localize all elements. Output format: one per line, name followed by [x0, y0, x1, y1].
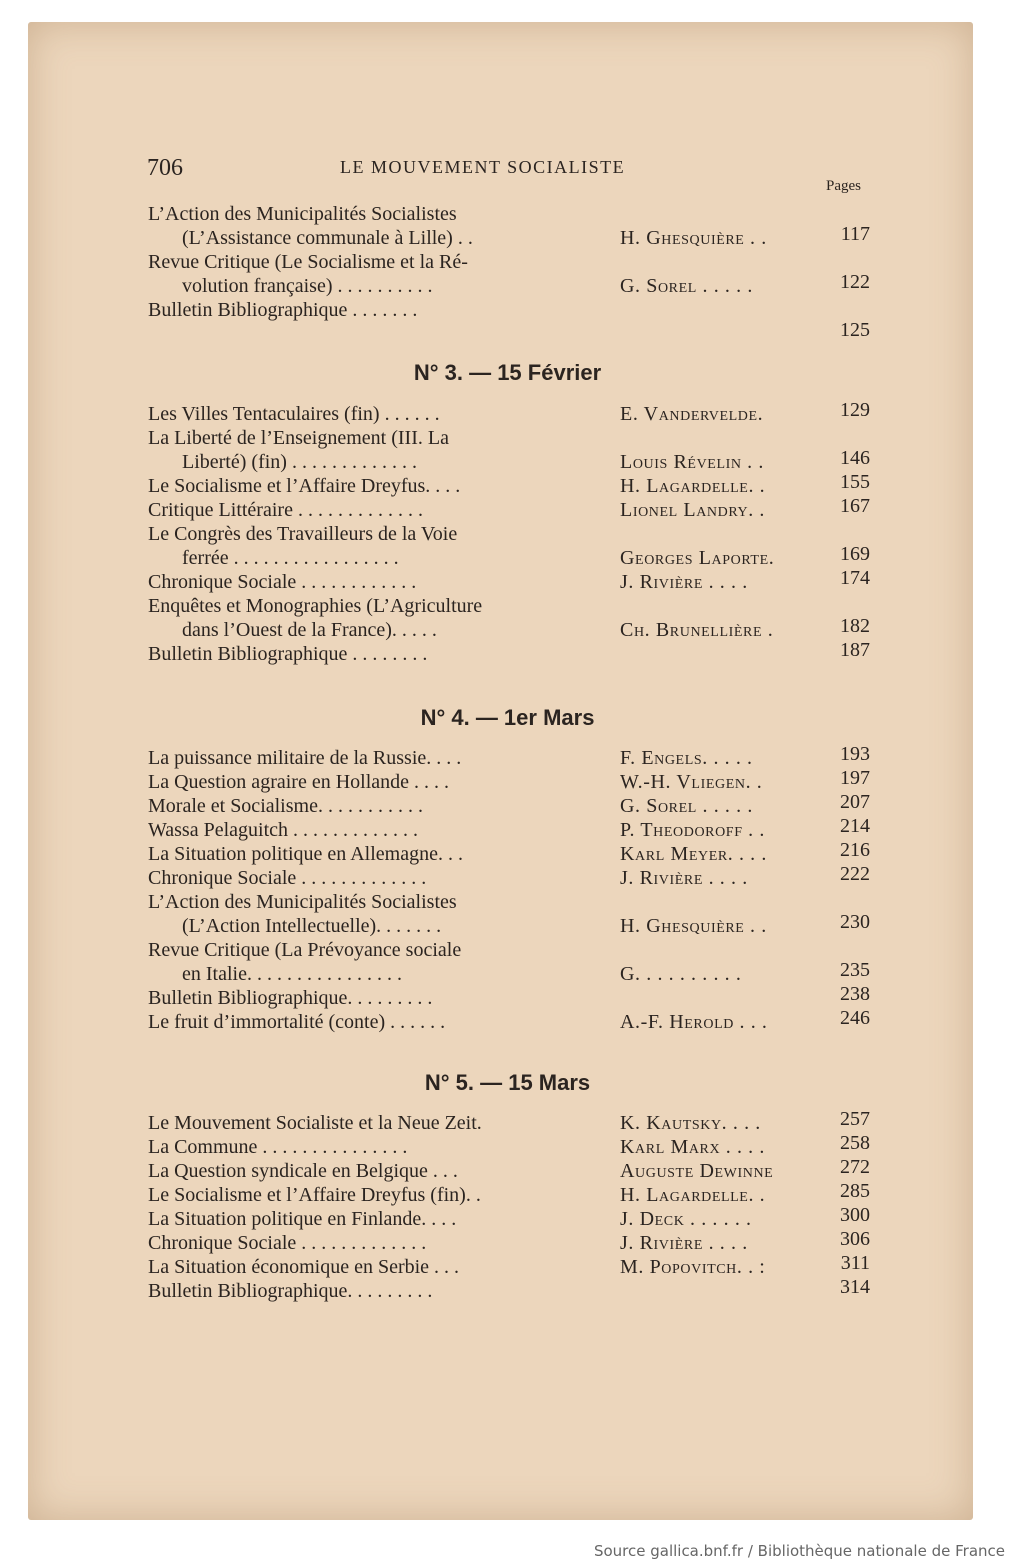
entry-page: 238 [840, 983, 870, 1005]
entry-author: G. Sorel . . . . . [620, 795, 753, 817]
running-title: LE MOUVEMENT SOCIALISTE [340, 157, 626, 177]
entry-author: W.-H. Vliegen. . [620, 771, 763, 793]
toc-entry [0, 399, 1015, 429]
entry-author: Karl Meyer. . . . [620, 843, 767, 865]
entry-author: Karl Marx . . . . [620, 1136, 765, 1158]
entry-author: J. Rivière . . . . [620, 1232, 748, 1254]
entry-page: 285 [840, 1180, 870, 1202]
entry-page: 222 [840, 863, 870, 885]
entry-author: Auguste Dewinne [620, 1160, 774, 1182]
entry-title: Le Socialisme et l’Affaire Dreyfus. . . . [148, 475, 461, 497]
entry-author: Louis Révelin . . [620, 451, 764, 473]
entry-page: 306 [840, 1228, 870, 1250]
entry-title: La Question syndicale en Belgique . . . [148, 1160, 458, 1182]
entry-title: Wassa Pelaguitch . . . . . . . . . . . . . [148, 819, 419, 841]
entry-title: Chronique Sociale . . . . . . . . . . . . . [148, 1232, 427, 1254]
entry-author: G. Sorel . . . . . [620, 275, 753, 297]
entry-title-line-2: volution française) . . . . . . . . . . [182, 275, 433, 297]
entry-title-line-1: L’Action des Municipalités Socialistes [148, 891, 457, 913]
toc-entry [0, 567, 1015, 597]
entry-title-line-1: Revue Critique (La Prévoyance sociale [148, 939, 462, 961]
entry-author: M. Popovitch. . : [620, 1256, 766, 1278]
entry-author: A.-F. Herold . . . [620, 1011, 768, 1033]
toc-entry [0, 203, 1015, 249]
entry-author: P. Theodoroff . . [620, 819, 765, 841]
entry-page: 193 [840, 743, 870, 765]
entry-page: 122 [840, 271, 870, 293]
entry-page: 216 [840, 839, 870, 861]
entry-page: 117 [840, 223, 870, 245]
entry-title: Bulletin Bibliographique . . . . . . . . [148, 643, 428, 665]
entry-title-line-2: (L’Assistance communale à Lille) . . [182, 227, 473, 249]
section-heading: N° 5. — 15 Mars [424, 1070, 591, 1095]
entry-title-line-1: Le Congrès des Travailleurs de la Voie [148, 523, 458, 545]
entry-author: G. . . . . . . . . . [620, 963, 742, 985]
entry-title: Le fruit d’immortalité (conte) . . . . . . [148, 1011, 446, 1033]
page-number: 706 [147, 155, 183, 181]
entry-title-line-1: Revue Critique (Le Socialisme et la Ré- [148, 251, 468, 273]
entry-title-line-1: Bulletin Bibliographique . . . . . . . [148, 299, 418, 321]
entry-page: 174 [840, 567, 870, 589]
entry-author: H. Lagardelle. . [620, 1184, 766, 1206]
entry-title: La Situation politique en Allemagne. . . [148, 843, 463, 865]
entry-page: 182 [840, 615, 870, 637]
entry-author: Lionel Landry. . [620, 499, 766, 521]
toc-entry [0, 939, 1015, 985]
entry-title: Le Mouvement Socialiste et la Neue Zeit. [148, 1112, 482, 1134]
entry-title: La puissance militaire de la Russie. . . . [148, 747, 462, 769]
toc-entry [0, 1007, 1015, 1037]
entry-page: 214 [840, 815, 870, 837]
entry-page: 197 [840, 767, 870, 789]
entry-title: La Question agraire en Hollande . . . . [148, 771, 450, 793]
entry-page: 155 [840, 471, 870, 493]
toc-entry [0, 863, 1015, 893]
entry-title: Le Socialisme et l’Affaire Dreyfus (fin). . [148, 1184, 481, 1206]
entry-title-line-2: ferrée . . . . . . . . . . . . . . . . . [182, 547, 399, 569]
source-credit: Source gallica.bnf.fr / Bibliothèque nationale de France [593, 1542, 1005, 1560]
entry-title: Bulletin Bibliographique. . . . . . . . . [148, 987, 433, 1009]
toc-entry [0, 523, 1015, 569]
entry-author: H. Ghesquière . . [620, 227, 767, 249]
entry-page: 167 [840, 495, 870, 517]
entry-author: J. Deck . . . . . . [620, 1208, 752, 1230]
entry-title-line-1: La Liberté de l’Enseignement (III. La [148, 427, 449, 449]
entry-page: 246 [840, 1007, 870, 1029]
entry-title: La Commune . . . . . . . . . . . . . . . [148, 1136, 408, 1158]
entry-title-line-2: (L’Action Intellectuelle). . . . . . . [182, 915, 442, 937]
entry-page: 311 [840, 1252, 870, 1274]
entry-title: Chronique Sociale . . . . . . . . . . . . . [148, 867, 427, 889]
entry-page: 129 [840, 399, 870, 421]
entry-title: Chronique Sociale . . . . . . . . . . . . [148, 571, 417, 593]
entry-page: 235 [840, 959, 870, 981]
entry-title-line-1: Enquêtes et Monographies (L’Agriculture [148, 595, 483, 617]
entry-title-line-2: dans l’Ouest de la France). . . . . [182, 619, 437, 641]
entry-page: 125 [840, 319, 870, 341]
toc-entry [0, 639, 1015, 669]
toc-entry [0, 891, 1015, 937]
section-heading: N° 4. — 1er Mars [420, 705, 595, 730]
entry-author: J. Rivière . . . . [620, 867, 748, 889]
entry-page: 257 [840, 1108, 870, 1130]
entry-author: K. Kautsky. . . . [620, 1112, 761, 1134]
entry-title: La Situation politique en Finlande. . . . [148, 1208, 457, 1230]
entry-page: 258 [840, 1132, 870, 1154]
entry-title: Critique Littéraire . . . . . . . . . . . . . [148, 499, 423, 521]
entry-author: Ch. Brunellière . [620, 619, 774, 641]
entry-author: F. Engels. . . . . [620, 747, 753, 769]
entry-author: J. Rivière . . . . [620, 571, 748, 593]
entry-title: Morale et Socialisme. . . . . . . . . . . [148, 795, 423, 817]
entry-title-line-2: Liberté) (fin) . . . . . . . . . . . . . [182, 451, 417, 473]
entry-title: La Situation économique en Serbie . . . [148, 1256, 460, 1278]
toc-entry [0, 251, 1015, 297]
entry-page: 314 [840, 1276, 870, 1298]
entry-page: 146 [840, 447, 870, 469]
toc-entry [0, 1276, 1015, 1306]
page-header [0, 155, 1015, 185]
entry-page: 272 [840, 1156, 870, 1178]
pages-column-label: Pages [826, 178, 861, 194]
entry-author: Georges Laporte. [620, 547, 775, 569]
entry-page: 169 [840, 543, 870, 565]
entry-author: E. Vandervelde. [620, 403, 764, 425]
toc-entry [0, 299, 1015, 341]
entry-author: H. Ghesquière . . [620, 915, 767, 937]
entry-page: 207 [840, 791, 870, 813]
entry-author: H. Lagardelle. . [620, 475, 766, 497]
entry-page: 230 [840, 911, 870, 933]
entry-title-line-1: L’Action des Municipalités Socialistes [148, 203, 457, 225]
entry-title: Bulletin Bibliographique. . . . . . . . . [148, 1280, 433, 1302]
toc-entry [0, 427, 1015, 473]
toc-entry [0, 495, 1015, 525]
entry-title: Les Villes Tentaculaires (fin) . . . . . . [148, 403, 440, 425]
section-heading: N° 3. — 15 Février [413, 360, 602, 385]
entry-page: 187 [840, 639, 870, 661]
toc-entry [0, 595, 1015, 641]
entry-page: 300 [840, 1204, 870, 1226]
entry-title-line-2: en Italie. . . . . . . . . . . . . . . . [182, 963, 402, 985]
